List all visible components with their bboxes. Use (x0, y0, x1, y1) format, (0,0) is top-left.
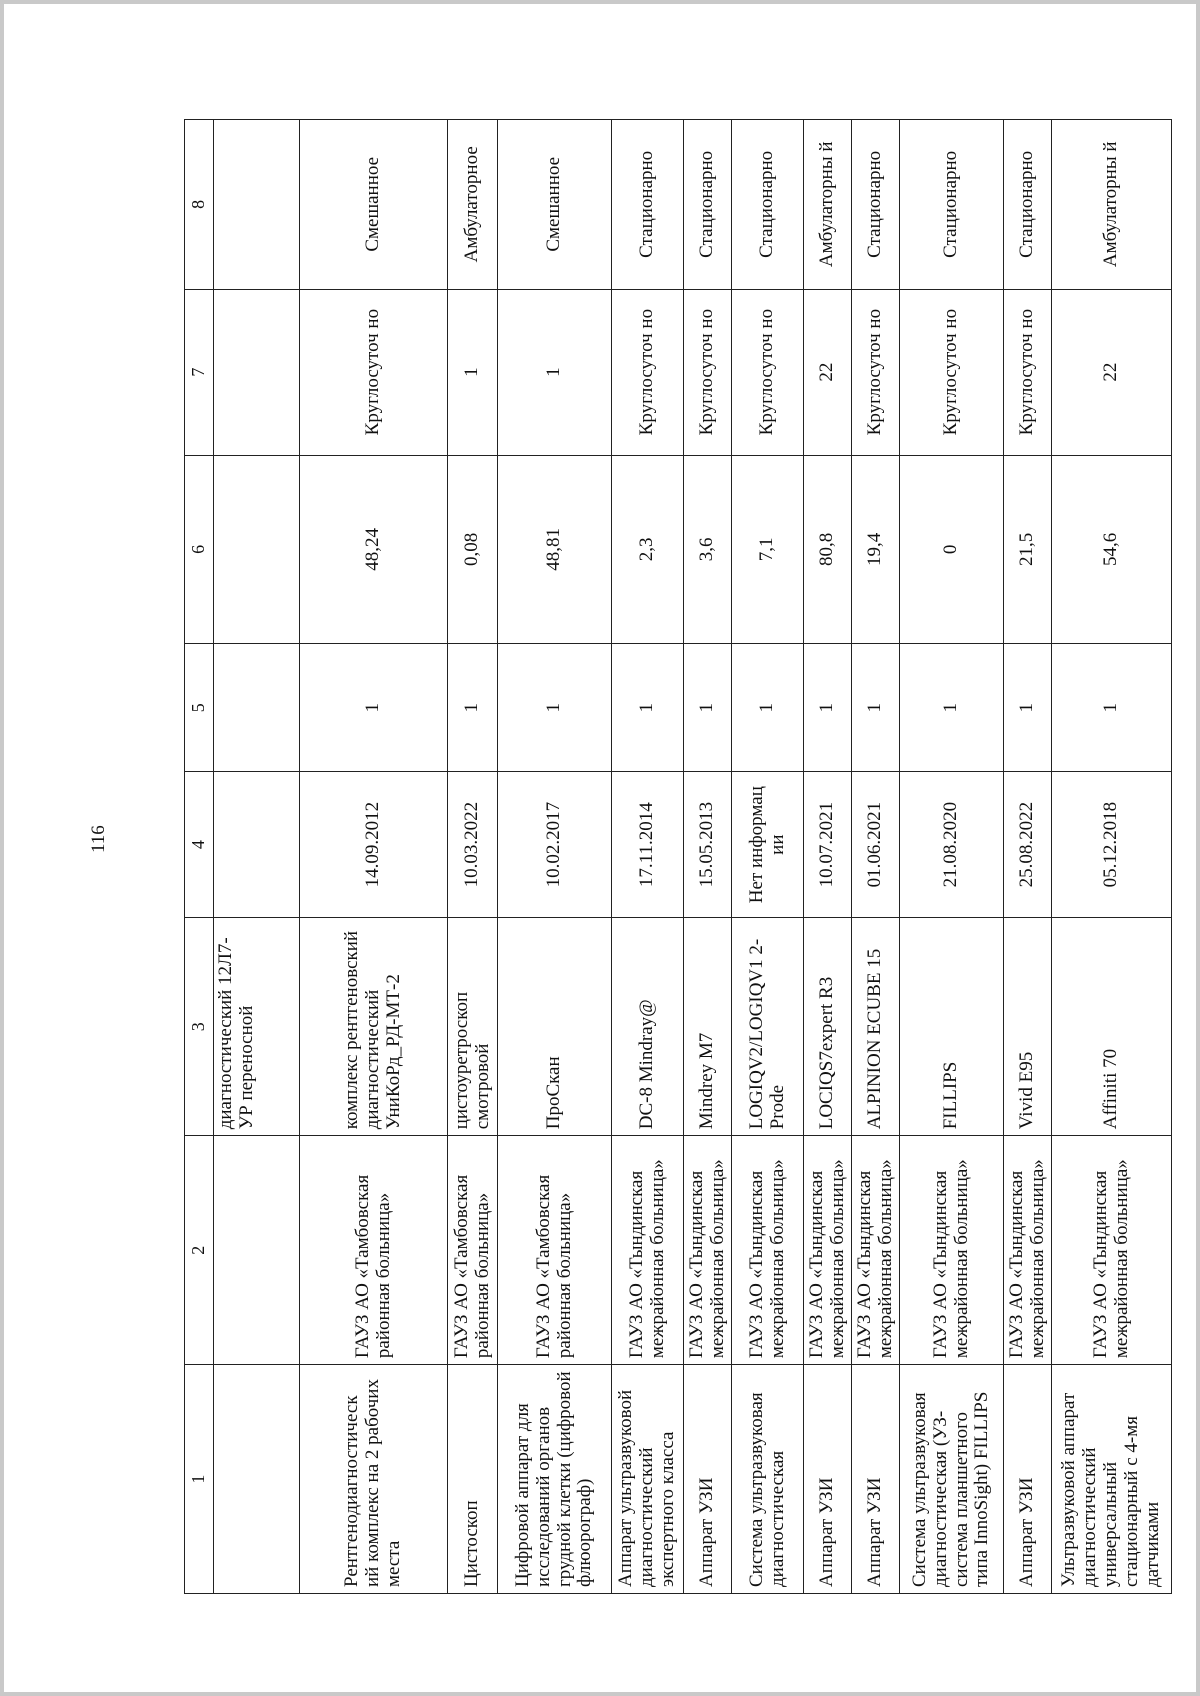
table-cell: Стационарно (900, 120, 1004, 290)
table-cell: Круглосуточ но (612, 289, 684, 455)
table-cell: Круглосуточ но (732, 289, 804, 455)
table-cell: 10.03.2022 (448, 772, 498, 918)
table-cell (214, 1365, 300, 1594)
table-cell: 1 (498, 644, 612, 772)
table-cell: 17.11.2014 (612, 772, 684, 918)
table-cell (214, 1136, 300, 1365)
column-number-1: 1 (185, 1365, 214, 1594)
table-cell: 1 (448, 289, 498, 455)
table-cell: Амбулаторны й (804, 120, 852, 290)
table-cell: Смешанное (300, 120, 448, 290)
table-cell: ПроСкан (498, 918, 612, 1136)
table-cell: Цистоскоп (448, 1365, 498, 1594)
table-cell: Амбулаторное (448, 120, 498, 290)
table-cell: ГАУЗ АО «Тындинская межрайонная больница» (1004, 1136, 1052, 1365)
column-number-4: 4 (185, 772, 214, 918)
table-cell: 10.02.2017 (498, 772, 612, 918)
table-cell: Аппарат ультразвуковой диагностический экспертного класса (612, 1365, 684, 1594)
table-cell: ГАУЗ АО «Тындинская межрайонная больница» (804, 1136, 852, 1365)
table-cell: 21,5 (1004, 455, 1052, 644)
table-cell: Смешанное (498, 120, 612, 290)
column-number-6: 6 (185, 455, 214, 644)
table-row (684, 120, 732, 1594)
table-cell: Система ультразвуковая диагностическая (УЗ-система планшетного типа InnoSight) FILLIPS (900, 1365, 1004, 1594)
table-cell: 1 (732, 644, 804, 772)
table-cell: 21.08.2020 (900, 772, 1004, 918)
table-cell: Аппарат УЗИ (852, 1365, 900, 1594)
table-cell: 22 (804, 289, 852, 455)
table-cell: Аппарат УЗИ (1004, 1365, 1052, 1594)
table-row (612, 120, 684, 1594)
table-cell (214, 644, 300, 772)
table-cell: Круглосуточ но (852, 289, 900, 455)
column-number-7: 7 (185, 289, 214, 455)
table-cell: Нет информац ии (732, 772, 804, 918)
table-cell: ГАУЗ АО «Тамбовская районная больница» (300, 1136, 448, 1365)
table-cell: 3,6 (684, 455, 732, 644)
table-cell: ГАУЗ АО «Тындинская межрайонная больница» (612, 1136, 684, 1365)
table-wrapper (184, 119, 1163, 1594)
table-cell: 14.09.2012 (300, 772, 448, 918)
page-number: 116 (88, 825, 109, 853)
table-row (498, 120, 612, 1594)
table-cell: Цифровой аппарат для исследований органов грудной клетки (цифровой флюорограф) (498, 1365, 612, 1594)
table-cell: 0 (900, 455, 1004, 644)
table-cell: Стационарно (1004, 120, 1052, 290)
table-row (448, 120, 498, 1594)
table-cell: 2,3 (612, 455, 684, 644)
table-cell: Рентгенодиагностическ ий комплекс на 2 рабочих места (300, 1365, 448, 1594)
table-cell (214, 289, 300, 455)
table-cell: Стационарно (852, 120, 900, 290)
table-cell (214, 455, 300, 644)
table-cell: Круглосуточ но (300, 289, 448, 455)
table-cell: 10.07.2021 (804, 772, 852, 918)
table-cell: ГАУЗ АО «Тындинская межрайонная больница» (900, 1136, 1004, 1365)
column-number-2: 2 (185, 1136, 214, 1365)
table-cell: Круглосуточ но (684, 289, 732, 455)
table-cell (214, 120, 300, 290)
column-number-3: 3 (185, 918, 214, 1136)
table-cell: 1 (498, 289, 612, 455)
table-cell: Vivid E95 (1004, 918, 1052, 1136)
table-cell: 1 (684, 644, 732, 772)
table-cell: LOGIQV2/LOGIQV1 2-Prode (732, 918, 804, 1136)
table-row (732, 120, 804, 1594)
table-cell: ГАУЗ АО «Тамбовская районная больница» (448, 1136, 498, 1365)
table-cell: Mindrey M7 (684, 918, 732, 1136)
table-row (900, 120, 1004, 1594)
table-cell: Система ультразвуковая диагностическая (732, 1365, 804, 1594)
table-cell: 22 (1052, 289, 1172, 455)
table-cell: цистоуретроскоп смотровой (448, 918, 498, 1136)
table-cell: Амбулаторны й (1052, 120, 1172, 290)
table-cell: Стационарно (684, 120, 732, 290)
table-cell: 05.12.2018 (1052, 772, 1172, 918)
table-cell: Affiniti 70 (1052, 918, 1172, 1136)
table-cell: ГАУЗ АО «Тындинская межрайонная больница» (1052, 1136, 1172, 1365)
column-number-5: 5 (185, 644, 214, 772)
document-page (4, 4, 1196, 1692)
table-row (852, 120, 900, 1594)
equipment-table (184, 119, 1172, 1594)
header-row (185, 120, 214, 1594)
table-cell: 1 (448, 644, 498, 772)
table-cell: 1 (852, 644, 900, 772)
table-row (1004, 120, 1052, 1594)
table-cell: 54,6 (1052, 455, 1172, 644)
table-cell: 48,81 (498, 455, 612, 644)
table-cell: 1 (1004, 644, 1052, 772)
table-cell: 7,1 (732, 455, 804, 644)
table-cell: 48,24 (300, 455, 448, 644)
table-cell: 1 (900, 644, 1004, 772)
table-cell: 19,4 (852, 455, 900, 644)
table-cell (214, 772, 300, 918)
table-cell: ГАУЗ АО «Тындинская межрайонная больница» (852, 1136, 900, 1365)
table-cell: 01.06.2021 (852, 772, 900, 918)
table-cell: 15.05.2013 (684, 772, 732, 918)
table-cell: ГАУЗ АО «Тамбовская районная больница» (498, 1136, 612, 1365)
table-cell: 1 (1052, 644, 1172, 772)
table-row (214, 120, 300, 1594)
table-cell: Стационарно (612, 120, 684, 290)
table-cell: ГАУЗ АО «Тындинская межрайонная больница» (684, 1136, 732, 1365)
table-row (1052, 120, 1172, 1594)
table-cell: диагностический 12Л7-УР переносной (214, 918, 300, 1136)
column-number-8: 8 (185, 120, 214, 290)
table-cell: 1 (612, 644, 684, 772)
table-row (300, 120, 448, 1594)
table-cell: 25.08.2022 (1004, 772, 1052, 918)
table-cell: Аппарат УЗИ (804, 1365, 852, 1594)
table-cell: 80,8 (804, 455, 852, 644)
table-cell: комплекс рентгеновский диагностический УниКоРд_РД-МТ-2 (300, 918, 448, 1136)
table-cell: 1 (804, 644, 852, 772)
table-cell: 1 (300, 644, 448, 772)
table-cell: ALPINION ECUBE 15 (852, 918, 900, 1136)
table-cell: LOCIQS7expert R3 (804, 918, 852, 1136)
table-cell: Аппарат УЗИ (684, 1365, 732, 1594)
table-cell: Круглосуточ но (1004, 289, 1052, 455)
table-cell: DC-8 Mindray@ (612, 918, 684, 1136)
table-cell: 0,08 (448, 455, 498, 644)
table-cell: FILLIPS (900, 918, 1004, 1136)
table-cell: Круглосуточ но (900, 289, 1004, 455)
table-cell: Ультразвуковой аппарат диагностический универсальный стационарный с 4-мя датчиками (1052, 1365, 1172, 1594)
table-cell: ГАУЗ АО «Тындинская межрайонная больница» (732, 1136, 804, 1365)
table-row (804, 120, 852, 1594)
table-cell: Стационарно (732, 120, 804, 290)
